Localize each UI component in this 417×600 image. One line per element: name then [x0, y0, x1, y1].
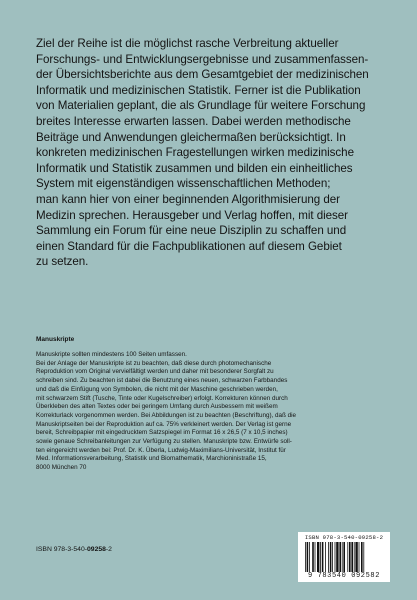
description-line: konkreten medizinischen Fragestellungen wirken medizinische	[36, 146, 354, 160]
barcode-isbn-text: ISBN 978-3-540-09258-2	[304, 534, 384, 541]
instruction-line: Bei der Anlage der Manuskripte ist zu beachten, daß diese durch photomechanische	[36, 359, 272, 367]
description-line: von Materialien geplant, die als Grundlage für weitere Forschung	[36, 99, 366, 113]
instruction-line: mit schwarzem Stift (Tusche, Tinte oder Kugelschreiber) erfolgt. Korrekturen können durch	[36, 394, 288, 402]
instruction-line: Reproduktion vom Original vervielfältigt werden und daher mit besonderer Sorgfalt zu	[36, 368, 274, 376]
instruction-line: Überkleben des alten Textes oder bei geringem Umfang durch Ausbessern mit weißem	[36, 403, 278, 411]
instruction-line: Manuskriptseiten bei der Reproduktion auf ca. 75% verkleinert werden. Der Verlag ist gerne	[36, 420, 292, 428]
manuscripts-heading: Manuskripte	[36, 336, 75, 343]
description-line: Forschungs- und Entwicklungsergebnisse und zusammenfassen-	[36, 52, 369, 66]
manuscripts-instructions	[36, 351, 386, 473]
description-line: Informatik und Statistik zusammen und bilden ein einheitliches	[36, 161, 353, 175]
isbn-label	[36, 546, 112, 553]
description-line: einen Standard für die Fachpublikationen auf diesem Gebiet	[36, 239, 342, 253]
description-line: zu setzen.	[36, 255, 89, 269]
series-description	[36, 36, 388, 270]
description-line: Beiträge und Anwendungen gleichermaßen berücksichtigt. In	[36, 130, 346, 144]
instruction-line: und daß die Einfügung von Symbolen, die nicht mit der Maschine geschrieben werden,	[36, 385, 278, 393]
isbn-prefix: ISBN 978-3-540-	[36, 546, 88, 553]
description-line: Medizin sprechen. Herausgeber und Verlag hoffen, mit dieser	[36, 208, 348, 222]
description-line: Informatik und medizinischen Statistik. Ferner ist die Publikation	[36, 83, 361, 97]
instruction-line: sowie genaue Schreibanleitungen zur Verfügung zu stellen. Manuskripte bzw. Entwürfe soll-	[36, 438, 292, 446]
isbn-suffix: -2	[105, 546, 112, 553]
instruction-line: ten eingereicht werden bei: Prof. Dr. K. Überla, Ludwig-Maximilians-Universität, Institut für	[36, 446, 286, 454]
barcode	[298, 532, 390, 582]
description-line: breites Interesse erwarten lassen. Dabei werden methodische	[36, 114, 351, 128]
instruction-line: 8000 München 70	[36, 464, 87, 472]
description-line: man kann hier von einer beginnenden Algorithmisierung der	[36, 192, 340, 206]
barcode-number: 9 783540 092582	[307, 572, 380, 580]
description-line: der Übersichtsberichte aus dem Gesamtgebiet der medizinischen	[36, 68, 369, 82]
instruction-line: Manuskripte sollten mindestens 100 Seiten umfassen.	[36, 351, 187, 358]
instruction-line: Med. Informationsverarbeitung, Statistik und Biomathematik, Marchioninistraße 15,	[36, 455, 267, 463]
description-line: Sammlung ein Forum für eine neue Disziplin zu schaffen und	[36, 224, 347, 238]
isbn-bold-part: 09258	[87, 546, 106, 553]
instruction-line: Korrekturlack vorgenommen werden. Bei Abbildungen ist zu beachten (Beschriftung), daß die	[36, 411, 297, 419]
instruction-line: schreiben sind. Zu beachten ist dabei die Benutzung eines neuen, schwarzen Farbbandes	[36, 377, 288, 385]
description-line: System mit eigenständigen wissenschaftlichen Methoden;	[36, 177, 331, 191]
description-line: Ziel der Reihe ist die möglichst rasche Verbreitung aktueller	[36, 37, 339, 50]
instruction-line: bereit, Schreibpapier mit eingedrucktem Satzspiegel im Format 16 x 26,5 (7 x 10,5 inches)	[36, 429, 288, 437]
barcode-bars-icon	[304, 542, 384, 572]
